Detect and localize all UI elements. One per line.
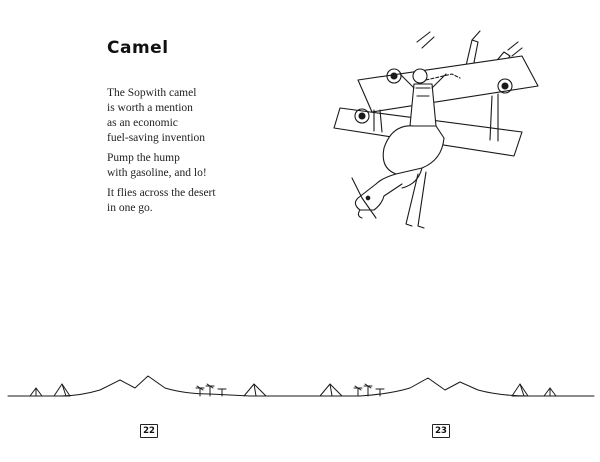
stanza-3 <box>107 186 216 216</box>
desert-landscape-illustration <box>0 360 600 420</box>
stanza-1 <box>107 86 205 146</box>
poem-line: in one go. <box>107 202 153 214</box>
poem-line: as an economic <box>107 117 178 129</box>
camel-biplane-illustration <box>322 28 572 243</box>
page-number-right: 23 <box>432 424 450 438</box>
page-number-left: 22 <box>140 424 158 438</box>
poem-line: The Sopwith camel <box>107 87 197 99</box>
poem-line: It flies across the desert <box>107 187 216 199</box>
poem-line: Pump the hump <box>107 152 180 164</box>
poem-line: with gasoline, and lo! <box>107 167 207 179</box>
stanza-2 <box>107 151 207 181</box>
poem-title: Camel <box>107 38 169 58</box>
poem-line: is worth a mention <box>107 102 193 114</box>
poem-line: fuel-saving invention <box>107 132 206 144</box>
